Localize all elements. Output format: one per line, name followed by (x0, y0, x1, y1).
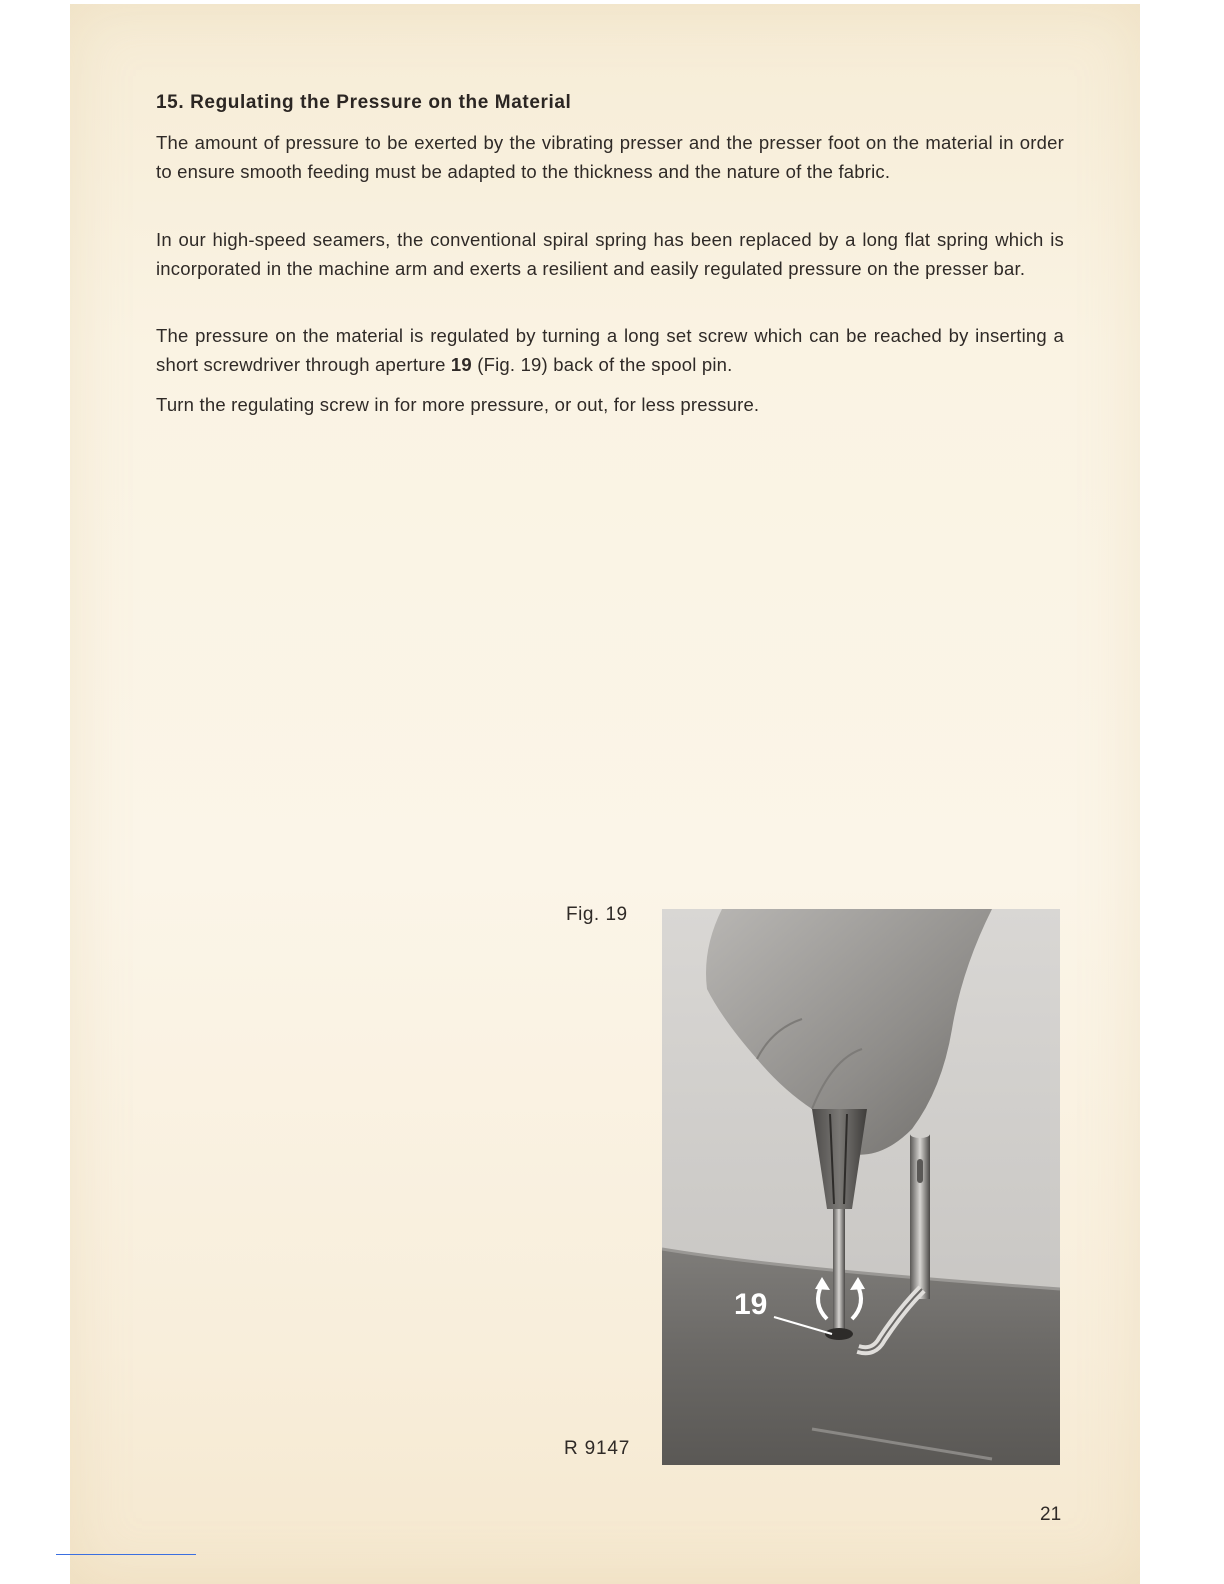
section-heading: 15. Regulating the Pressure on the Material (156, 92, 572, 113)
paragraph-set-screw-text-b: (Fig. 19) back of the spool pin. (471, 353, 733, 375)
paragraph-turn-instruction: Turn the regulating screw in for more pressure, or out, for less pressure. (156, 394, 760, 415)
figure-photo (662, 909, 1060, 1465)
aperture-reference: 19 (450, 353, 472, 375)
figure-label: Fig. 19 (566, 904, 628, 925)
figure-code: R 9147 (564, 1438, 631, 1459)
paragraph-set-screw-text-a: The pressure on the material is regulated by turning a long set screw which can be reached by inserting a short screwdriver through aperture (156, 325, 1064, 375)
page-number: 21 (1040, 1504, 1062, 1525)
paragraph-set-screw (156, 322, 1064, 379)
manual-page (70, 4, 1140, 1584)
paragraph-pressure-adaptation: The amount of pressure to be exerted by the vibrating presser and the presser foot on the material in order to ensure smooth feeding must be adapted to the thickness and the nature of the fabric. (156, 132, 1064, 182)
footer-rule (56, 1554, 196, 1555)
paragraph-flat-spring: In our high-speed seamers, the conventional spiral spring has been replaced by a long flat spring which is incorporated in the machine arm and exerts a resilient and easily regulated pressure on the presser bar. (156, 229, 1064, 279)
aperture-callout-label: 19 (734, 1288, 768, 1321)
screwdriver-photo-illustration (662, 909, 1060, 1465)
